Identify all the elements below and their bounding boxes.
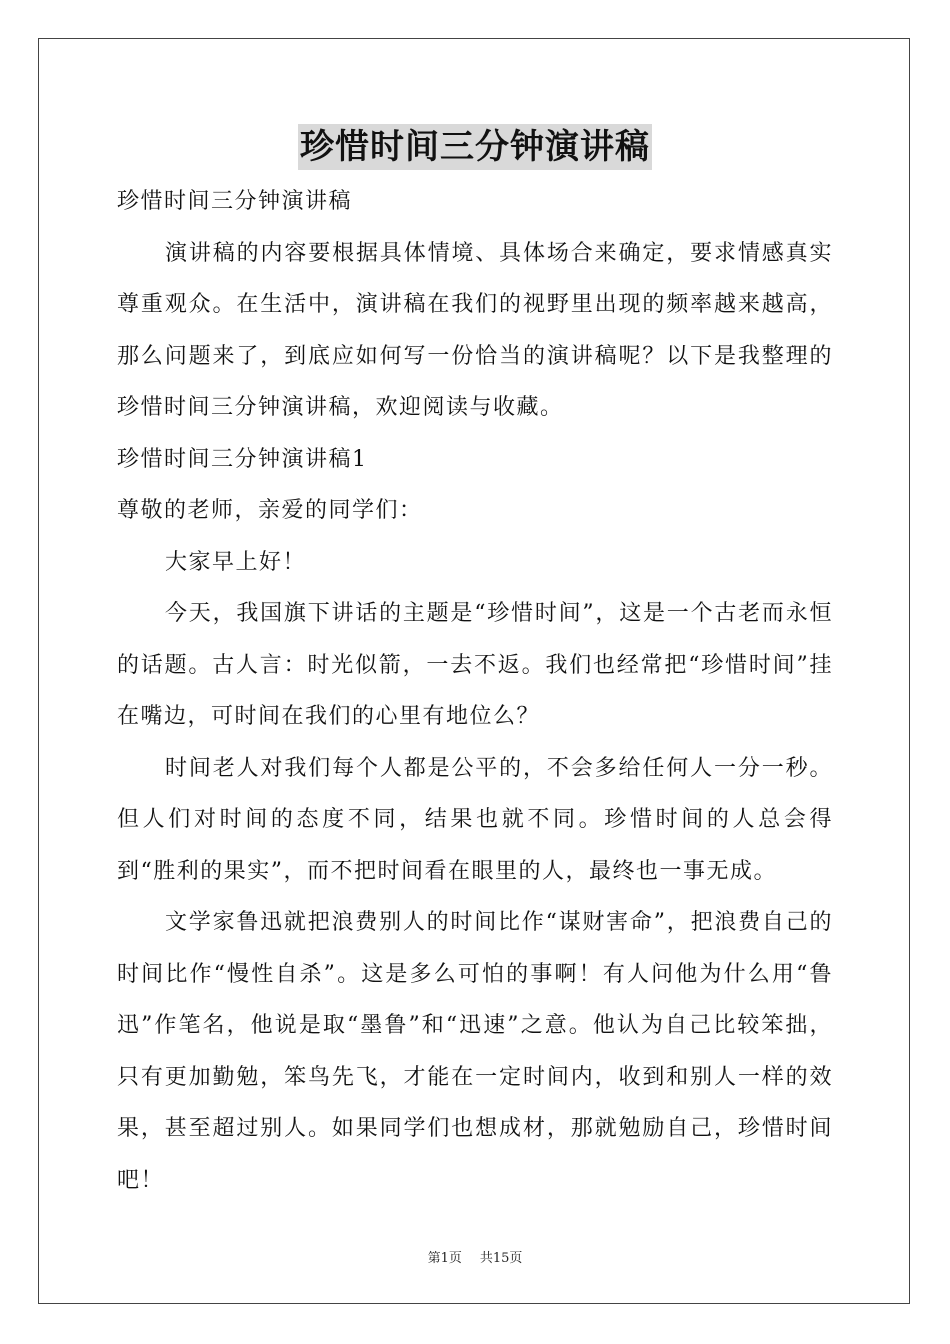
body-paragraph: 时间老人对我们每个人都是公平的，不会多给任何人一分一秒。但人们对时间的态度不同，结果也就不同。珍惜时间的人总会得到“胜利的果实”，而不把时间看在眼里的人，最终也一事无成。	[117, 755, 833, 884]
page-total: 共15页	[479, 1251, 523, 1266]
section-heading: 珍惜时间三分钟演讲稿1	[117, 446, 368, 472]
body-paragraph: 今天，我国旗下讲话的主题是“珍惜时间”，这是一个古老而永恒的话题。古人言：时光似箭，一去不返。我们也经常把“珍惜时间”挂在嘴边，可时间在我们的心里有地位么？	[117, 601, 833, 729]
salutation-paragraph: 尊敬的老师，亲爱的同学们：	[117, 498, 423, 523]
greeting-paragraph: 大家早上好！	[165, 549, 307, 575]
document-title: 珍惜时间三分钟演讲稿	[298, 124, 652, 170]
subtitle-paragraph: 珍惜时间三分钟演讲稿	[117, 189, 353, 214]
page-number: 第1页	[427, 1251, 462, 1266]
intro-paragraph: 演讲稿的内容要根据具体情境、具体场合来确定，要求情感真实尊重观众。在生活中，演讲稿在我们的视野里出现的频率越来越高，那么问题来了，到底应如何写一份恰当的演讲稿呢？以下是我整理的珍惜时间三分钟演讲稿，欢迎阅读与收藏。	[117, 240, 833, 420]
page-footer	[0, 1247, 950, 1266]
body-paragraph: 文学家鲁迅就把浪费别人的时间比作“谋财害命”，把浪费自己的时间比作“慢性自杀”。这是多么可怕的事啊！有人问他为什么用“鲁迅”作笔名，他说是取“墨鲁”和“迅速”之意。他认为自己比较笨拙，只有更加勤勉，笨鸟先飞，才能在一定时间内，收到和别人一样的效果，甚至超过别人。如果同学们也想成材，那就勉励自己，珍惜时间吧！	[117, 910, 833, 1193]
document-body	[117, 176, 833, 1206]
title-container	[0, 124, 950, 170]
